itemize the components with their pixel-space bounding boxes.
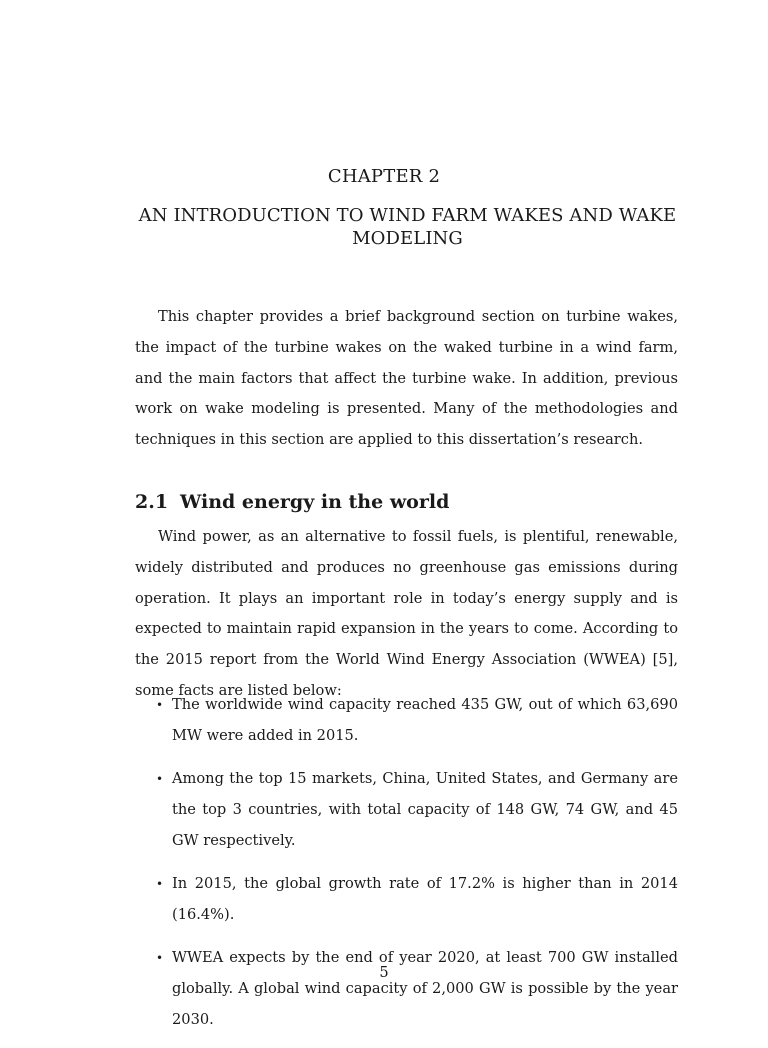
list-item-text: Among the top 15 markets, China, United States, and Germany are the top 3 countries, with total capacity of 148 GW, 74 GW, and 45 GW respectively. (172, 770, 678, 849)
chapter-title: AN INTRODUCTION TO WIND FARM WAKES AND WAKE MODELING (138, 205, 677, 249)
chapter-label: CHAPTER 2 (327, 166, 441, 187)
list-item (135, 869, 678, 931)
bullet-icon: • (156, 698, 164, 712)
intro-paragraph: This chapter provides a brief background section on turbine wakes, the impact of the turbine wakes on the waked turbine in a wind farm, and the main factors that affect the turbine wake. In addition, previous work on wake modeling is presented. Many of the methodologies and techniques in this section are applied to this dissertation’s research. (135, 308, 678, 449)
list-item (135, 690, 678, 752)
bullet-icon: • (156, 772, 164, 787)
bullet-icon: • (156, 951, 164, 966)
bullet-icon: • (156, 876, 164, 891)
list-item (135, 943, 678, 1035)
list-item-text: WWEA expects by the end of year 2020, at least 700 GW installed globally. A global wind capacity of 2,000 GW is possible by the year 2030. (172, 949, 678, 1028)
section-paragraph: Wind power, as an alternative to fossil fuels, is plentiful, renewable, widely distributed and produces no greenhouse gas emissions during operation. It plays an important role in today’s energy supply and is expected to maintain rapid expansion in the years to come. According to the 2015 report from the World Wind Energy Association (WWEA) [5], some facts are listed below: (135, 528, 678, 699)
section-heading (135, 491, 449, 513)
list-item (135, 764, 678, 856)
list-item-text: In 2015, the global growth rate of 17.2% is higher than in 2014 (16.4%). (172, 874, 678, 923)
section-title: Wind energy in the world (180, 491, 450, 513)
section-number: 2.1 (135, 491, 169, 513)
list-item-text: The worldwide wind capacity reached 435 GW, out of which 63,690 MW were added in 2015. (172, 696, 678, 744)
facts-list (135, 690, 678, 1048)
page-number: 5 (379, 964, 389, 981)
